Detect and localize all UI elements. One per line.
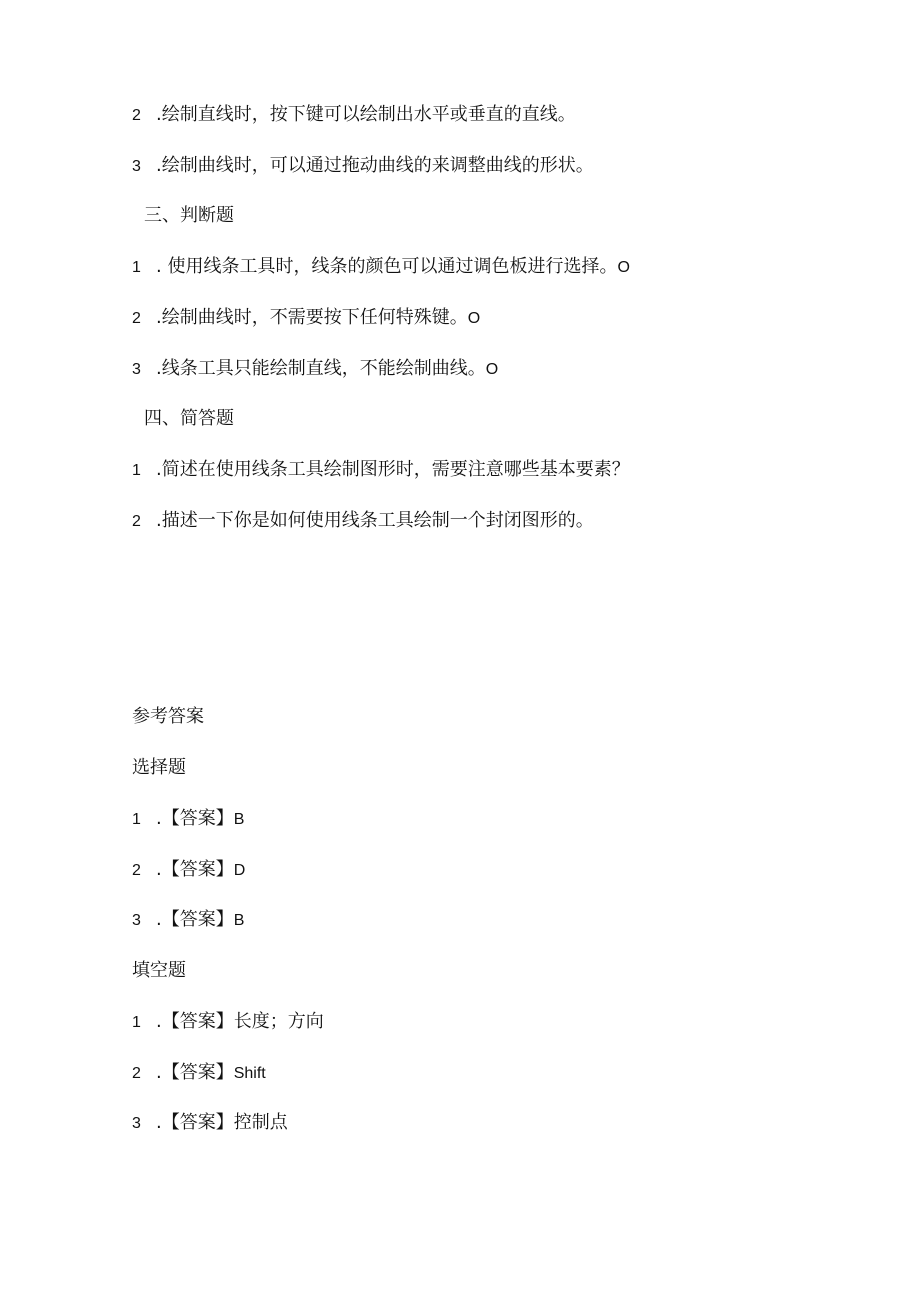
- answer-prefix: .【答案】: [156, 1062, 234, 1083]
- choice-answer-3: [132, 908, 244, 933]
- answer-prefix: .【答案】: [156, 909, 234, 930]
- question-text: .简述在使用线条工具绘制图形时，需要注意哪些基本要素？: [156, 459, 630, 480]
- answers-heading-choice: 选择题: [132, 757, 186, 778]
- question-text: .描述一下你是如何使用线条工具绘制一个封闭图形的。: [156, 510, 594, 531]
- answer-number: 1: [132, 1014, 141, 1031]
- answer-number: 2: [132, 1065, 141, 1082]
- judgement-question-3: [132, 357, 498, 382]
- question-text: .绘制直线时，按下键可以绘制出水平或垂直的直线。: [156, 104, 576, 125]
- answer-value: 长度；方向: [233, 1011, 324, 1032]
- judgement-question-2: [132, 306, 480, 331]
- choice-answer-2: [132, 858, 245, 883]
- answer-value: Shift: [233, 1065, 266, 1082]
- answer-value: B: [233, 912, 245, 929]
- judgement-question-1: [132, 255, 630, 280]
- answers-title: 参考答案: [132, 706, 204, 727]
- answer-prefix: .【答案】: [156, 859, 234, 880]
- fill-answer-2: [132, 1061, 266, 1086]
- question-text: .绘制曲线时，不需要按下任何特殊键。: [156, 307, 468, 328]
- answer-prefix: .【答案】: [156, 1112, 234, 1133]
- question-text: .线条工具只能绘制直线，不能绘制曲线。: [156, 358, 486, 379]
- answer-number: 2: [132, 862, 141, 879]
- fill-answer-1: [132, 1010, 324, 1035]
- section-heading-judgement: 三、判断题: [144, 205, 234, 226]
- answer-number: 1: [132, 811, 141, 828]
- fill-blank-question-3: [132, 154, 594, 179]
- fill-blank-question-2: [132, 103, 576, 128]
- question-text: . 使用线条工具时，线条的颜色可以通过调色板进行选择。: [156, 256, 618, 277]
- question-number: 3: [132, 158, 141, 175]
- answer-value: B: [233, 811, 245, 828]
- question-number: 1: [132, 259, 141, 276]
- answer-value: 控制点: [233, 1112, 288, 1133]
- choice-answer-1: [132, 807, 244, 832]
- question-number: 3: [132, 361, 141, 378]
- short-answer-question-1: [132, 458, 630, 483]
- answer-mark: O: [467, 310, 481, 327]
- section-heading-short-answer: 四、简答题: [144, 408, 234, 429]
- short-answer-question-2: [132, 509, 594, 534]
- answer-number: 3: [132, 912, 141, 929]
- answer-mark: O: [485, 361, 499, 378]
- answer-prefix: .【答案】: [156, 1011, 234, 1032]
- fill-answer-3: [132, 1111, 288, 1136]
- question-number: 2: [132, 310, 141, 327]
- answer-value: D: [233, 862, 246, 879]
- question-text: .绘制曲线时，可以通过拖动曲线的来调整曲线的形状。: [156, 155, 594, 176]
- answer-mark: O: [617, 259, 630, 276]
- question-number: 2: [132, 107, 141, 124]
- answer-prefix: .【答案】: [156, 808, 234, 829]
- question-number: 2: [132, 513, 141, 530]
- question-number: 1: [132, 462, 141, 479]
- answers-heading-fill: 填空题: [132, 960, 186, 981]
- answer-number: 3: [132, 1115, 141, 1132]
